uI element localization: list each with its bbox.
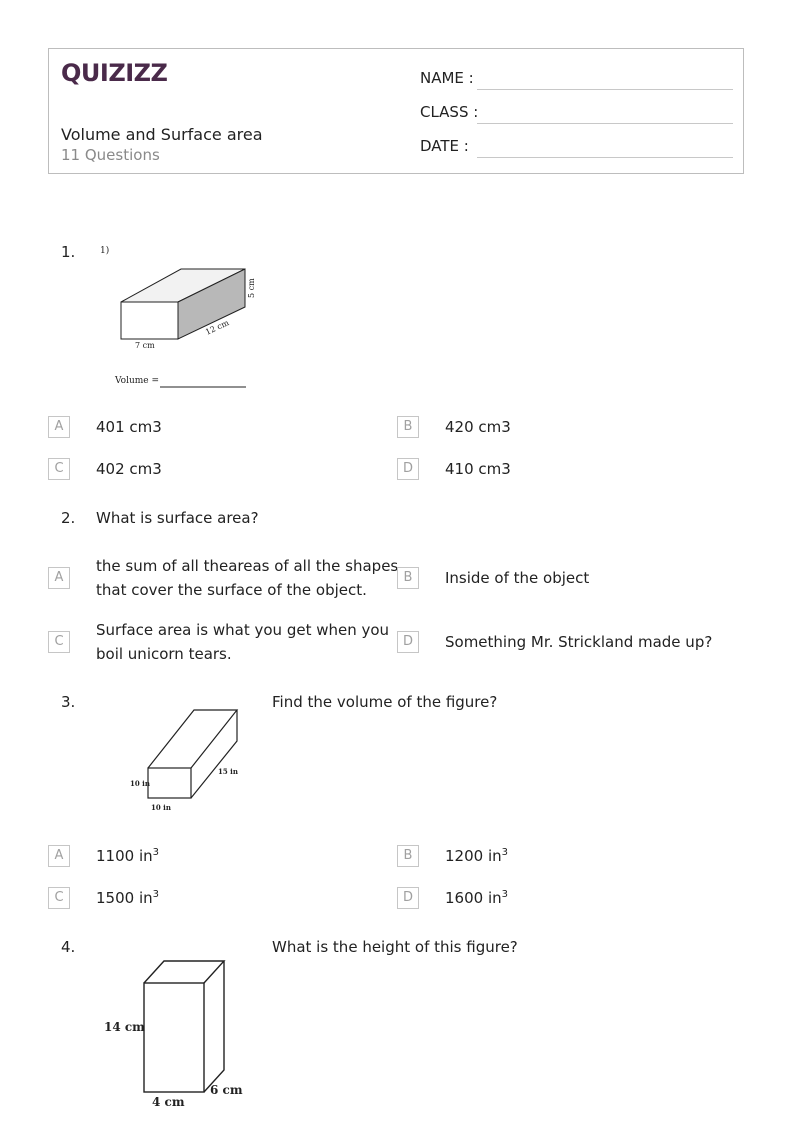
q2-option-d-text[interactable]: Something Mr. Strickland made up?	[445, 633, 713, 651]
q4-prism-front-face	[144, 983, 204, 1092]
q2-option-c-line-1: Surface area is what you get when you	[96, 621, 390, 639]
question-2-number: 2.	[61, 509, 76, 527]
prism-side-edges	[191, 710, 237, 798]
q1-option-d-box[interactable]: D	[397, 458, 419, 480]
worksheet-header	[48, 48, 744, 174]
q4-width-label: 4 cm	[152, 1095, 185, 1109]
question-count: 11 Questions	[61, 146, 160, 164]
q3-option-b-text[interactable]	[445, 844, 508, 868]
q3-option-d-text[interactable]	[445, 886, 508, 910]
class-label: CLASS :	[420, 103, 479, 121]
q1-option-b-text[interactable]: 420 cm3	[445, 418, 511, 436]
question-3-figure	[122, 700, 252, 820]
q1-option-a-box[interactable]: A	[48, 416, 70, 438]
q3-option-a-value: 1100	[96, 847, 135, 865]
q1-option-c-box[interactable]: C	[48, 458, 70, 480]
q2-option-a-box[interactable]: A	[48, 567, 70, 589]
figure-length-label: 12 cm	[204, 318, 231, 337]
volume-caption: Volume =	[115, 376, 160, 386]
q3-option-b-unit: in	[487, 847, 502, 865]
q3-option-a-text[interactable]	[96, 844, 159, 868]
q1-option-c-text[interactable]: 402 cm3	[96, 460, 162, 478]
figure-width-label: 7 cm	[135, 341, 155, 350]
question-4-figure	[100, 955, 250, 1115]
question-4-number: 4.	[61, 938, 76, 956]
q3-option-c-value: 1500	[96, 889, 135, 907]
q2-option-c-box[interactable]: C	[48, 631, 70, 653]
q1-option-d-text[interactable]: 410 cm3	[445, 460, 511, 478]
date-line	[477, 157, 733, 158]
q3-option-a-unit: in	[138, 847, 153, 865]
q3-option-c-exponent: 3	[152, 889, 160, 900]
name-label: NAME :	[420, 69, 474, 87]
q2-option-b-text[interactable]: Inside of the object	[445, 569, 590, 587]
question-3-number: 3.	[61, 693, 76, 711]
question-1-figure	[96, 238, 286, 398]
q3-option-c-text[interactable]	[96, 886, 159, 910]
question-3-text: Find the volume of the figure?	[272, 693, 498, 711]
worksheet-title: Volume and Surface area	[61, 125, 263, 144]
q3-option-d-exponent: 3	[501, 889, 509, 900]
q3-width-label: 10 in	[151, 803, 171, 812]
question-4-text: What is the height of this figure?	[272, 938, 518, 956]
class-line	[477, 123, 733, 124]
q3-length-label: 15 in	[218, 767, 238, 776]
quizizz-logo: QUIZIZZ	[61, 59, 168, 87]
q1-option-b-box[interactable]: B	[397, 416, 419, 438]
figure-height-label: 5 cm	[247, 278, 256, 298]
q2-option-d-box[interactable]: D	[397, 631, 419, 653]
q4-depth-label: 6 cm	[210, 1083, 243, 1097]
q4-prism-top-edges	[144, 961, 224, 983]
question-1-number: 1.	[61, 243, 76, 261]
q2-option-a-text[interactable]	[96, 554, 398, 602]
q2-option-c-line-2: boil unicorn tears.	[96, 645, 232, 663]
q3-option-b-value: 1200	[445, 847, 484, 865]
q3-option-d-unit: in	[487, 889, 502, 907]
q2-option-a-line-1: the sum of all theareas of all the shapes	[96, 557, 399, 575]
box-front-face	[121, 302, 178, 339]
prism-front-face	[148, 768, 191, 798]
q3-option-d-box[interactable]: D	[397, 887, 419, 909]
q2-option-a-line-2: that cover the surface of the object.	[96, 581, 367, 599]
q3-option-d-value: 1600	[445, 889, 484, 907]
q3-height-label: 10 in	[130, 779, 150, 788]
prism-top-edges	[148, 710, 237, 768]
figure-tag: 1)	[100, 246, 110, 256]
q3-option-a-box[interactable]: A	[48, 845, 70, 867]
name-line	[477, 89, 733, 90]
q3-option-b-exponent: 3	[501, 847, 509, 858]
q3-option-c-box[interactable]: C	[48, 887, 70, 909]
q3-option-c-unit: in	[138, 889, 153, 907]
q3-option-a-exponent: 3	[152, 847, 160, 858]
q1-option-a-text[interactable]: 401 cm3	[96, 418, 162, 436]
q3-option-b-box[interactable]: B	[397, 845, 419, 867]
q4-height-label: 14 cm	[104, 1020, 145, 1034]
q2-option-b-box[interactable]: B	[397, 567, 419, 589]
date-label: DATE :	[420, 137, 469, 155]
question-2-text: What is surface area?	[96, 509, 259, 527]
q2-option-c-text[interactable]	[96, 618, 389, 666]
